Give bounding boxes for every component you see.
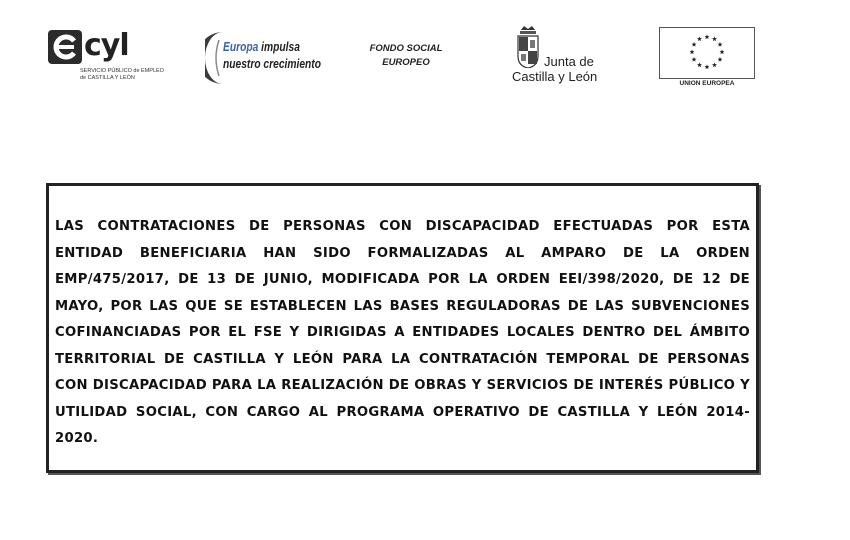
ecyl-e-mark-icon [48,30,82,64]
eu-star-icon [705,34,710,39]
eu-star-icon [718,42,723,47]
eu-star-icon [692,57,697,62]
ecyl-subtitle [80,68,180,82]
fse-line2: EUROPEO [382,57,430,68]
junta-line2: Castilla y León [512,69,598,84]
impulsa-europa-word: Europa [223,40,259,54]
eu-star-icon [697,62,702,67]
eu-label: UNION EUROPEA [679,80,735,87]
notice-box [46,183,759,473]
junta-castilla-leon-logo [510,26,610,88]
eu-star-icon [705,64,710,69]
impulsa-line2: nuestro crecimiento [223,57,321,71]
eu-flag-icon [659,27,755,79]
eu-star-icon [712,36,717,41]
coat-of-arms-icon [516,26,540,68]
eu-star-icon [690,49,695,54]
eu-star-icon [697,36,702,41]
fondo-social-logo [356,42,456,70]
impulsa-line1 [223,40,300,54]
eu-star-icon [712,62,717,67]
logo-header [0,0,850,110]
ecyl-wordmark: cyl [84,28,129,63]
ecyl-subtitle-line2: de CASTILLA Y LEÓN [80,75,135,81]
ecyl-subtitle-line1: SERVICIO PÚBLICO de EMPLEO [80,68,164,74]
eu-star-icon [692,42,697,47]
ecyl-logo [48,30,168,92]
union-europea-logo [659,27,755,89]
notice-text: LAS CONTRATACIONES DE PERSONAS CON DISCAPACIDAD EFECTUADAS POR ESTA ENTIDAD BENEFICIARIA HAN SIDO FORMALIZADAS AL AMPARO DE LA ORDEN EMP/475/2017, DE 13 DE JUNIO, MODIFICADA POR LA ORDEN EEI/398/2020, DE 12 DE MAYO, POR LAS QUE SE ESTABLECEN LAS BASES REGULADORAS DE LAS SUBVENCIONES COFINANCIADAS POR EL FSE Y DIRIGIDAS A ENTIDADES LOCALES DENTRO DEL ÁMBITO TERRITORIAL DE CASTILLA Y LEÓN PARA LA CONTRATACIÓN TEMPORAL DE PERSONAS CON DISCAPACIDAD PARA LA REALIZACIÓN DE OBRAS Y SERVICIOS DE INTERÉS PÚBLICO Y UTILIDAD SOCIAL, CON CARGO AL PROGRAMA OPERATIVO DE CASTILLA Y LEÓN 2014-2020. [55,219,750,446]
eu-star-icon [720,49,725,54]
eu-star-icon [718,57,723,62]
globe-icon [205,30,225,86]
impulsa-word: impulsa [258,40,300,54]
fse-line1: FONDO SOCIAL [369,43,443,54]
europa-impulsa-logo [205,30,321,86]
junta-line1: Junta de [544,54,594,69]
